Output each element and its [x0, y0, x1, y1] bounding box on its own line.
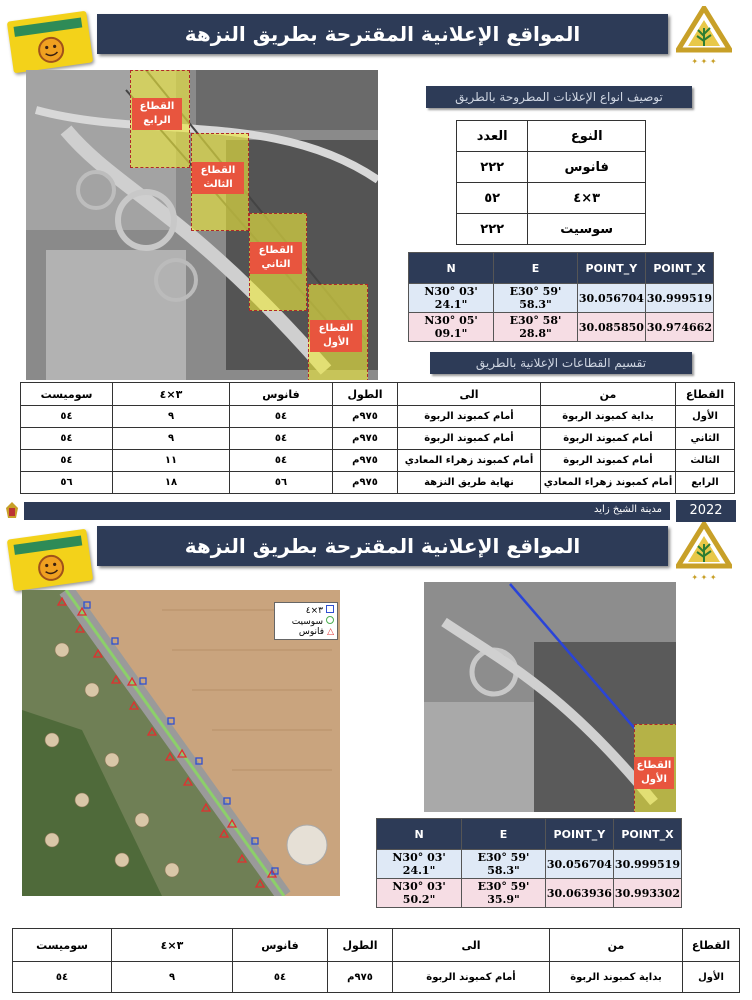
sectors-table-1 — [20, 382, 735, 494]
sect-header: الطول — [333, 383, 398, 406]
sect-cell: ٩٧٥م — [333, 472, 398, 494]
legend-item — [278, 616, 334, 627]
type-cell: سوسيت — [528, 214, 646, 245]
sect-cell: ١١ — [113, 450, 230, 472]
sect-cell: الثاني — [676, 428, 735, 450]
sect-header: ٣×٤ — [113, 383, 230, 406]
table-row — [457, 152, 646, 183]
table-row — [457, 183, 646, 214]
table-row — [377, 850, 682, 879]
type-cell: ٣×٤ — [528, 183, 646, 214]
footer-bar — [24, 502, 670, 520]
map-legend — [274, 602, 338, 640]
sect-cell: ٩ — [113, 406, 230, 428]
table-row — [21, 472, 735, 494]
footer-year-box — [676, 500, 736, 522]
sect-cell: الثالث — [676, 450, 735, 472]
sect-cell: ٩٧٥م — [333, 428, 398, 450]
table-row — [21, 450, 735, 472]
sector-3-label: القطاع الثالث — [192, 162, 244, 194]
sect-cell: ٩ — [113, 428, 230, 450]
sector-1-label: القطاع الأول — [310, 320, 362, 352]
count-cell: ٥٢ — [457, 183, 528, 214]
sectors-table-2 — [12, 928, 740, 993]
coord-cell: 30.056704 — [577, 284, 645, 313]
promo-badge — [7, 11, 93, 74]
table-row — [21, 428, 735, 450]
sect-header: فانوس — [233, 929, 328, 962]
sect-cell: أمام كمبوند الربوة — [541, 450, 676, 472]
sect-header: الطول — [328, 929, 393, 962]
sect-cell: ٥٦ — [230, 472, 333, 494]
circle-icon — [326, 616, 334, 624]
sect-cell: ٥٤ — [230, 406, 333, 428]
svg-text:✦ ✦ ✦: ✦ ✦ ✦ — [691, 573, 717, 582]
legend-label: ٣×٤ — [305, 606, 323, 616]
coord-cell: 30.974662 — [645, 313, 713, 342]
sect-cell: ٥٤ — [230, 428, 333, 450]
aerial-map-sector-1 — [424, 582, 676, 812]
coord-cell: 30.993302 — [613, 879, 681, 908]
sect-cell: نهاية طريق النزهة — [398, 472, 541, 494]
coord-cell: N30° 03' 24.1" — [409, 284, 494, 313]
authority-logo-icon — [676, 522, 732, 584]
coord-header: N — [409, 253, 494, 284]
sect-cell: بداية كمبوند الربوة — [550, 962, 683, 993]
table-row — [13, 962, 740, 993]
coord-cell: E30° 58' 28.8" — [494, 313, 578, 342]
sect-cell: أمام كمبوند الربوة — [393, 962, 550, 993]
sect-cell: ٥٤ — [13, 962, 112, 993]
sect-cell: ٥٤ — [233, 962, 328, 993]
promo-badge — [7, 529, 93, 592]
coord-header: N — [377, 819, 462, 850]
legend-item — [278, 627, 334, 637]
table-row — [377, 879, 682, 908]
coords-table-1 — [408, 252, 714, 342]
sect-cell: أمام كمبوند زهراء المعادي — [398, 450, 541, 472]
footer-city: مدينة الشيخ زايد — [594, 504, 662, 515]
sect-cell: الرابع — [676, 472, 735, 494]
footer-emblem-icon — [4, 500, 20, 522]
coord-cell: E30° 59' 58.3" — [462, 850, 546, 879]
count-cell: ٢٢٢ — [457, 152, 528, 183]
sect-header: القطاع — [676, 383, 735, 406]
sect-cell: الأول — [676, 406, 735, 428]
sect-header: سوميست — [21, 383, 113, 406]
sect-cell: ٩٧٥م — [333, 450, 398, 472]
legend-label: سوسيت — [291, 617, 323, 627]
authority-logo-icon — [676, 6, 732, 68]
coord-cell: N30° 03' 50.2" — [377, 879, 462, 908]
sect-cell: ٥٤ — [21, 406, 113, 428]
coord-cell: N30° 05' 09.1" — [409, 313, 494, 342]
types-header-count: العدد — [457, 121, 528, 152]
coord-cell: 30.999519 — [613, 850, 681, 879]
sect-header: الى — [398, 383, 541, 406]
svg-text:✦ ✦ ✦: ✦ ✦ ✦ — [691, 57, 717, 66]
sect-header: الى — [393, 929, 550, 962]
coord-cell: E30° 59' 35.9" — [462, 879, 546, 908]
square-icon — [326, 605, 334, 613]
coord-header: E — [462, 819, 546, 850]
types-table — [456, 120, 646, 245]
sect-header: من — [541, 383, 676, 406]
sect-cell: ٥٦ — [21, 472, 113, 494]
table-row — [409, 284, 714, 313]
coord-cell: 30.085850 — [577, 313, 645, 342]
coord-cell: E30° 59' 58.3" — [494, 284, 578, 313]
sect-cell: أمام كمبوند زهراء المعادي — [541, 472, 676, 494]
triangle-icon: △ — [327, 627, 334, 637]
coord-header: POINT_Y — [545, 819, 613, 850]
sect-cell: أمام كمبوند الربوة — [398, 406, 541, 428]
sect-header: القطاع — [683, 929, 740, 962]
types-heading: توصيف انواع الإعلانات المطروحة بالطريق — [426, 86, 692, 108]
footer-year: 2022 — [689, 503, 723, 518]
types-header-type: النوع — [528, 121, 646, 152]
sect-header: من — [550, 929, 683, 962]
sect-cell: ٩٧٥م — [333, 406, 398, 428]
sector-2-label: القطاع الثاني — [250, 242, 302, 274]
sect-cell: أمام كمبوند الربوة — [541, 428, 676, 450]
coord-cell: 30.999519 — [645, 284, 713, 313]
coord-header: POINT_X — [613, 819, 681, 850]
sectors-heading: تقسيم القطاعات الإعلانية بالطريق — [430, 352, 692, 374]
type-cell: فانوس — [528, 152, 646, 183]
smiley-icon — [7, 11, 93, 74]
sect-cell: أمام كمبوند الربوة — [398, 428, 541, 450]
coord-header: POINT_X — [645, 253, 713, 284]
coord-cell: 30.056704 — [545, 850, 613, 879]
table-row — [457, 214, 646, 245]
smiley-icon — [7, 529, 93, 592]
sect-cell: بداية كمبوند الربوة — [541, 406, 676, 428]
sect-header: ٣×٤ — [112, 929, 233, 962]
sector-4-label: القطاع الرابع — [132, 98, 182, 130]
sect-header: فانوس — [230, 383, 333, 406]
coord-cell: N30° 03' 24.1" — [377, 850, 462, 879]
page-title: المواقع الإعلانية المقترحة بطريق النزهة — [97, 526, 668, 566]
coord-header: E — [494, 253, 578, 284]
table-row — [409, 313, 714, 342]
aerial-map-sectors — [26, 70, 378, 380]
count-cell: ٢٢٢ — [457, 214, 528, 245]
coord-header: POINT_Y — [577, 253, 645, 284]
legend-label: فانوس — [298, 627, 325, 637]
sect-header: سوميست — [13, 929, 112, 962]
sect-cell: ٥٤ — [230, 450, 333, 472]
satellite-map — [22, 590, 340, 896]
sect-cell: ٥٤ — [21, 450, 113, 472]
sect-cell: ١٨ — [113, 472, 230, 494]
sector-1-label: القطاع الأول — [634, 757, 674, 789]
page-title: المواقع الإعلانية المقترحة بطريق النزهة — [97, 14, 668, 54]
table-row — [21, 406, 735, 428]
sect-cell: ٥٤ — [21, 428, 113, 450]
coord-cell: 30.063936 — [545, 879, 613, 908]
sect-cell: الأول — [683, 962, 740, 993]
coords-table-2 — [376, 818, 682, 908]
sect-cell: ٩ — [112, 962, 233, 993]
legend-item — [278, 605, 334, 616]
sect-cell: ٩٧٥م — [328, 962, 393, 993]
